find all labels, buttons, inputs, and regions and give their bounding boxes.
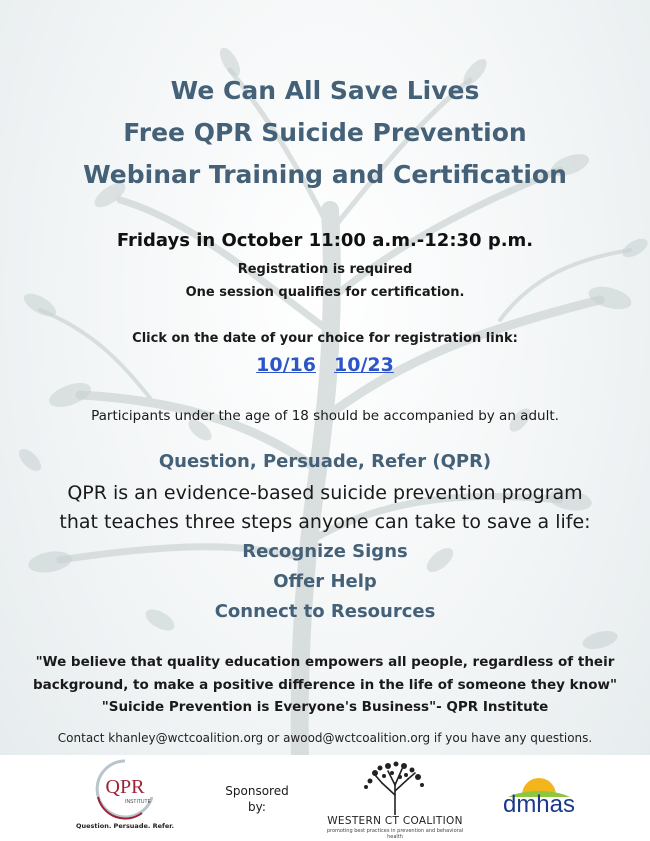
quote-line-3: "Suicide Prevention is Everyone's Business"- QPR Institute <box>101 699 549 715</box>
sponsored-label-line-2: by: <box>248 800 266 814</box>
step-connect-resources: Connect to Resources <box>214 601 436 622</box>
contact-text: Contact khanley@wctcoalition.org or awood@wctcoalition.org if you have any questions. <box>57 731 593 745</box>
qpr-heading: Question, Persuade, Refer (QPR) <box>158 451 492 472</box>
tree-icon <box>320 761 470 815</box>
qpr-logo-sub: INSTITUTE <box>125 799 151 805</box>
dmhas-logo <box>494 769 584 829</box>
sponsored-by-label <box>222 783 292 815</box>
wctc-subtitle: promoting best practices in prevention and behavioral health <box>326 828 464 840</box>
title-line-1: We Can All Save Lives <box>170 76 480 105</box>
step-offer-help: Offer Help <box>273 571 377 592</box>
step-recognize-signs: Recognize Signs <box>242 541 408 562</box>
title-line-2: Free QPR Suicide Prevention <box>123 118 527 147</box>
age-requirement-note: Participants under the age of 18 should be accompanied by an adult. <box>91 408 559 424</box>
qpr-logo-text: QPR <box>105 776 145 798</box>
wctc-name: WESTERN CT COALITION <box>327 815 463 827</box>
registration-date-links <box>0 354 650 376</box>
qpr-institute-logo <box>75 757 175 837</box>
quote-line-2: background, to make a positive difference in the life of someone they know" <box>32 677 617 693</box>
registration-required-text: Registration is required <box>237 262 413 277</box>
western-ct-coalition-logo <box>320 761 470 840</box>
qpr-description-line-1: QPR is an evidence-based suicide prevention program <box>67 482 583 504</box>
qpr-logo-icon <box>80 757 170 821</box>
dmhas-wordmark: dmhas <box>502 791 576 818</box>
sponsor-footer <box>0 755 650 841</box>
qpr-tagline: Question. Persuade. Refer. <box>75 822 175 830</box>
qpr-description-line-2: that teaches three steps anyone can take to save a life: <box>59 511 591 533</box>
certification-note: One session qualifies for certification. <box>185 285 465 300</box>
title-line-3: Webinar Training and Certification <box>83 160 567 189</box>
date-link-10-16[interactable]: 10/16 <box>256 354 316 376</box>
date-link-10-23[interactable]: 10/23 <box>334 354 394 376</box>
registration-instruction: Click on the date of your choice for registration link: <box>132 331 518 346</box>
quote-line-1: "We believe that quality education empowers all people, regardless of their <box>35 654 615 670</box>
sponsored-label-line-1: Sponsored <box>225 784 289 798</box>
schedule-text: Fridays in October 11:00 a.m.-12:30 p.m. <box>116 230 534 251</box>
